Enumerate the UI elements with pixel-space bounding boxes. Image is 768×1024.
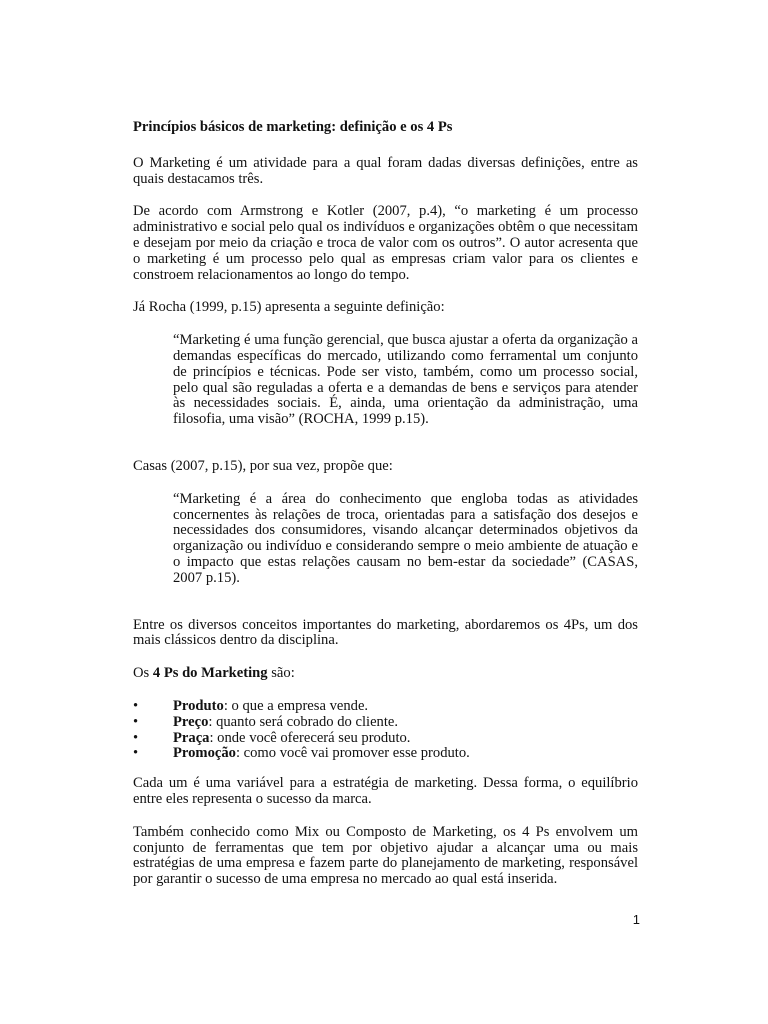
- list-item-desc: : quanto será cobrado do cliente.: [208, 713, 399, 730]
- list-item-produto: [133, 699, 638, 715]
- paragraph-4ps-heading: [133, 666, 638, 682]
- heading-bold: 4 Ps do Marketing: [152, 665, 268, 682]
- paragraph-variavel: Cada um é uma variável para a estratégia de marketing. Dessa forma, o equilíbrio entre eles representa o sucesso da marca.: [133, 775, 638, 807]
- list-item-promocao: [133, 746, 638, 762]
- bullet-icon: •: [133, 713, 139, 730]
- paragraph-intro: O Marketing é um atividade para a qual foram dadas diversas definições, entre as quais destacamos três.: [133, 154, 638, 187]
- list-item-desc: : como você vai promover esse produto.: [235, 745, 470, 762]
- paragraph-4ps-intro: Entre os diversos conceitos importantes do marketing, abordaremos os 4Ps, um dos mais clássicos dentro da disciplina.: [133, 616, 638, 649]
- paragraph-rocha-intro: Já Rocha (1999, p.15) apresenta a seguinte definição:: [133, 299, 445, 316]
- list-item-praca: [133, 731, 638, 747]
- list-item-term: Preço: [173, 713, 209, 730]
- list-item-term: Praça: [173, 729, 210, 746]
- list-item-term: Produto: [173, 697, 224, 714]
- list-item-desc: : onde você oferecerá seu produto.: [209, 729, 411, 746]
- heading-suffix: são:: [267, 665, 295, 682]
- paragraph-armstrong-kotler: De acordo com Armstrong e Kotler (2007, p.4), “o marketing é um processo administrativo e social pelo qual os indivíduos e organizações obtêm o que necessitam e desejam por meio da criação e troca de valor com os outros”. O autor acresenta que o marketing é um processo pelo qual as empresas criam valor para os clientes e constroem relacionamentos ao longo do tempo.: [133, 203, 638, 283]
- four-ps-list: [133, 699, 638, 762]
- page-number: 1: [632, 912, 640, 927]
- document-title: Princípios básicos de marketing: definição e os 4 Ps: [133, 119, 453, 135]
- paragraph-mix: Também conhecido como Mix ou Composto de Marketing, os 4 Ps envolvem um conjunto de ferramentas que tem por objetivo ajudar a alcançar uma ou mais estratégias de uma empresa e fazem parte do planejamento de marketing, responsável por garantir o sucesso de uma empresa no mercado ao qual está inserida.: [133, 823, 638, 888]
- heading-prefix: Os: [133, 665, 153, 682]
- paragraph-casas-intro: Casas (2007, p.15), por sua vez, propõe que:: [133, 457, 393, 474]
- bullet-icon: •: [133, 745, 139, 762]
- quote-rocha: “Marketing é uma função gerencial, que busca ajustar a oferta da organização a demandas específicas do mercado, utilizando como ferramental um conjunto de princípios e técnicas. Pode ser visto, também, como um processo social, pelo qual são reguladas a oferta e a demandas de bens e serviços para atender às necessidades sociais. É, ainda, uma orientação da administração, uma filosofia, uma visão” (ROCHA, 1999 p.15).: [173, 332, 638, 428]
- bullet-icon: •: [133, 729, 139, 746]
- document-body: [133, 120, 638, 905]
- list-item-term: Promoção: [173, 745, 236, 762]
- spacer: [133, 604, 638, 618]
- bullet-icon: •: [133, 697, 139, 714]
- quote-casas: “Marketing é a área do conhecimento que engloba todas as atividades concernentes às relações de troca, orientadas para a satisfação dos desejos e necessidades dos consumidores, visando alcançar determinados objetivos da organização ou indivíduo e considerando sempre o meio ambiente de atuação e o impacto que estas relações causam no bem-estar da sociedade” (CASAS, 2007 p.15).: [173, 490, 638, 586]
- spacer: [133, 445, 638, 459]
- list-item-preco: [133, 715, 638, 731]
- list-item-desc: : o que a empresa vende.: [223, 697, 369, 714]
